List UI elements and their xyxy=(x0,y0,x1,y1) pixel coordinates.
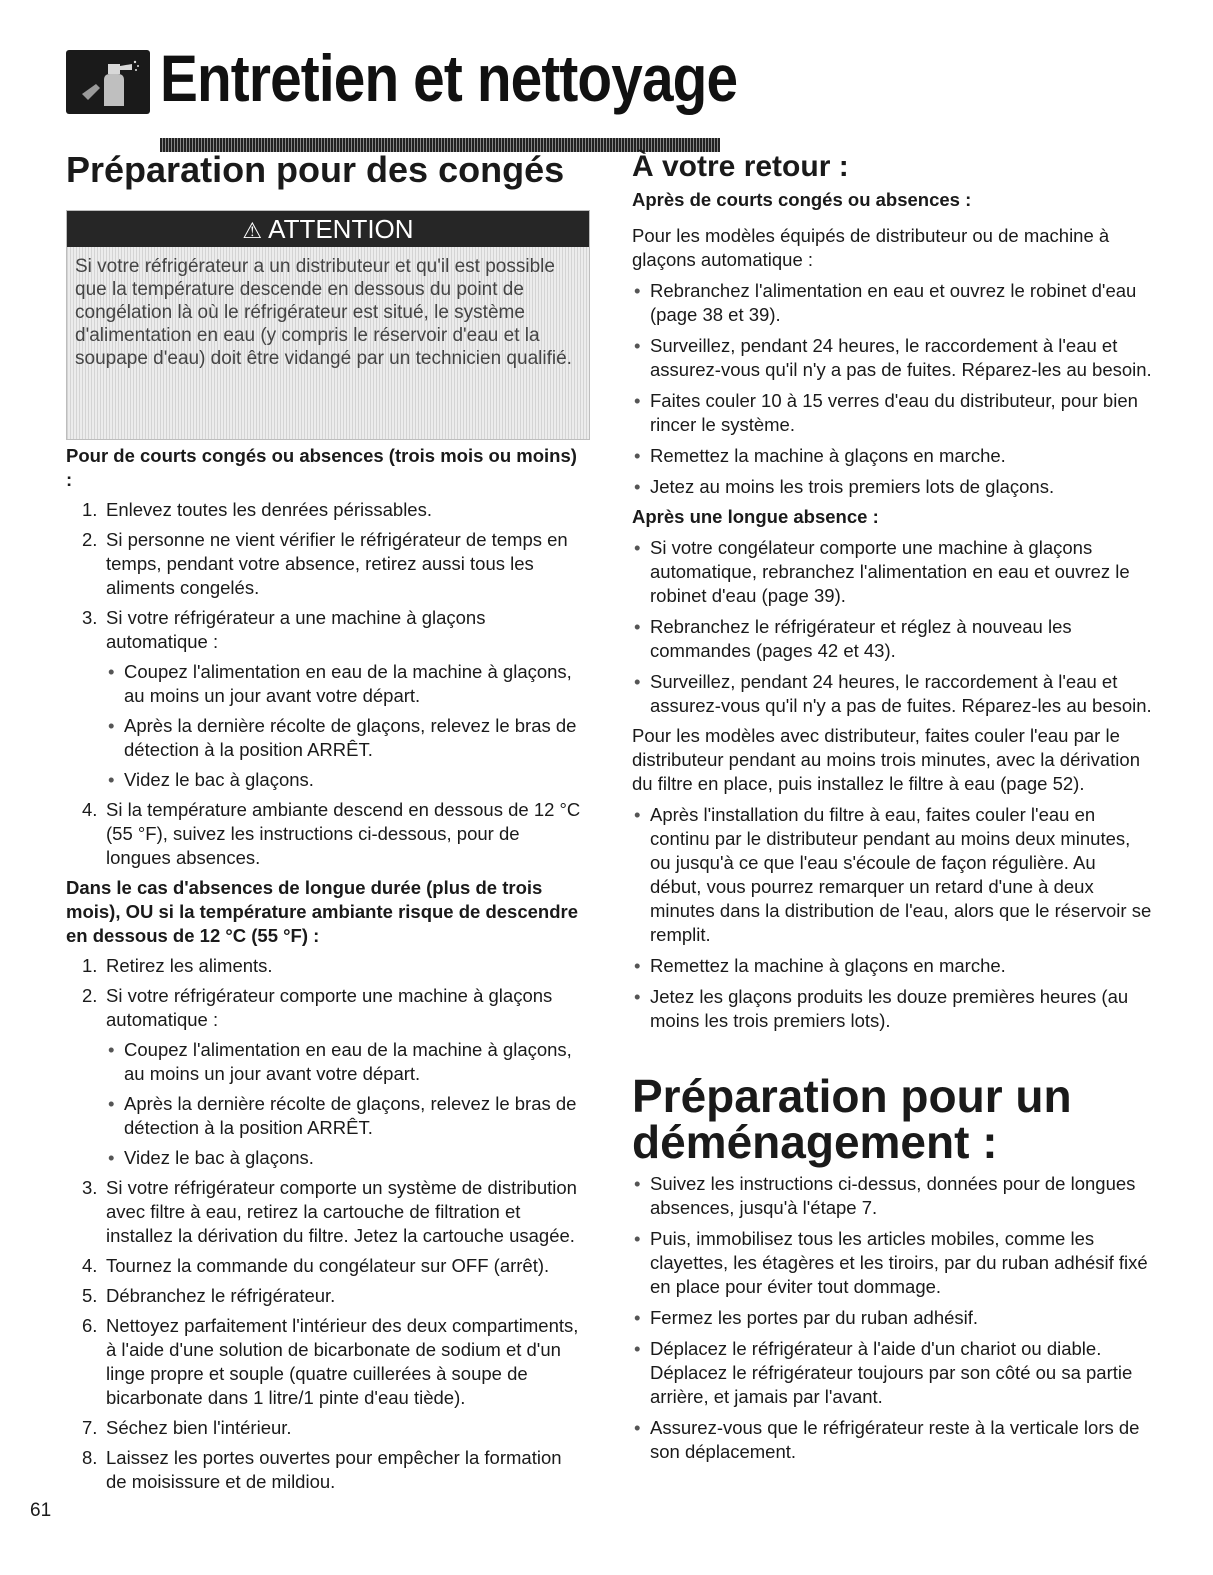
item-number: 2. xyxy=(82,529,98,550)
item-number: 4. xyxy=(82,799,98,820)
numbered-item xyxy=(66,498,586,522)
section-title-moving xyxy=(632,1070,1152,1168)
sub-bullet-item: • Videz le bac à glaçons. xyxy=(106,1146,586,1170)
warning-icon: ⚠ xyxy=(242,218,263,243)
item-number: 1. xyxy=(82,499,98,520)
item-text: Nettoyez parfaitement l'intérieur des deux compartiments, à l'aide d'une solution de bicarbonate de sodium et d'un linge propre et souple (quatre cuillerées à soupe de bicarbonate dans 1 litre/1 pinte d'eau tiède). xyxy=(106,1315,579,1408)
item-number: 3. xyxy=(82,1177,98,1198)
item-number: 6. xyxy=(82,1315,98,1336)
item-text: Si votre réfrigérateur a une machine à glaçons automatique : xyxy=(106,607,486,652)
bullet-item: • Jetez au moins les trois premiers lots de glaçons. xyxy=(632,475,1152,499)
page-header xyxy=(66,38,738,118)
sub-bullet-list xyxy=(106,660,586,792)
item-text: Tournez la commande du congélateur sur OFF (arrêt). xyxy=(106,1255,550,1276)
page-title: Entretien et nettoyage xyxy=(160,41,738,115)
numbered-item xyxy=(66,1176,586,1248)
moving-title-line-2: déménagement : xyxy=(632,1116,998,1168)
attention-box xyxy=(66,210,590,440)
item-text: Séchez bien l'intérieur. xyxy=(106,1417,292,1438)
bullet-item: • Assurez-vous que le réfrigérateur reste à la verticale lors de son déplacement. xyxy=(632,1416,1152,1464)
bullet-item: • Surveillez, pendant 24 heures, le raccordement à l'eau et assurez-vous qu'il n'y a pas de fuites. Réparez-les au besoin. xyxy=(632,334,1152,382)
bullet-item: • Fermez les portes par du ruban adhésif. xyxy=(632,1306,1152,1330)
item-number: 4. xyxy=(82,1255,98,1276)
moving-bullets xyxy=(632,1172,1152,1464)
item-text: Si personne ne vient vérifier le réfrigérateur de temps en temps, pendant votre absence, retirez aussi tous les aliments congelés. xyxy=(106,529,568,598)
sub-bullet-list xyxy=(106,1038,586,1170)
return-short-bullets xyxy=(632,279,1152,499)
item-text: Si la température ambiante descend en dessous de 12 °C (55 °F), suivez les instructions ci-dessous, pour de longues absences. xyxy=(106,799,581,868)
moving-title-line-1: Préparation pour un xyxy=(632,1070,1072,1122)
bullet-item: • Puis, immobilisez tous les articles mobiles, comme les clayettes, les étagères et les tiroirs, par du ruban adhésif fixé en place pour éviter tout dommage. xyxy=(632,1227,1152,1299)
section-title-return: À votre retour : xyxy=(632,150,849,183)
cleaning-spray-icon xyxy=(66,50,150,114)
left-column xyxy=(66,150,586,1494)
return-short-heading: Après de courts congés ou absences : xyxy=(632,189,972,210)
attention-text: Si votre réfrigérateur a un distributeur et qu'il est possible que la température descende en dessous du point de congélation là où le réfrigérateur est situé, le système d'alimentation en eau (y compris le réservoir d'eau et la soupape d'eau) doit être vidangé par un technicien qualifié. xyxy=(75,256,572,369)
return-long-bullets-2 xyxy=(632,803,1152,1033)
bullet-item: • Faites couler 10 à 15 verres d'eau du distributeur, pour bien rincer le système. xyxy=(632,389,1152,437)
item-number: 3. xyxy=(82,607,98,628)
bullet-item: • Jetez les glaçons produits les douze premières heures (au moins les trois premiers lots). xyxy=(632,985,1152,1033)
return-long-heading: Après une longue absence : xyxy=(632,506,879,527)
bullet-item: • Rebranchez le réfrigérateur et réglez à nouveau les commandes (pages 42 et 43). xyxy=(632,615,1152,663)
sub-bullet-item: • Après la dernière récolte de glaçons, relevez le bras de détection à la position ARRÊT. xyxy=(106,714,586,762)
numbered-item xyxy=(66,606,586,792)
short-absence-list xyxy=(66,498,586,870)
numbered-item xyxy=(66,1254,586,1278)
right-column xyxy=(632,150,1152,1464)
sub-bullet-item: • Coupez l'alimentation en eau de la machine à glaçons, au moins un jour avant votre départ. xyxy=(106,1038,586,1086)
item-number: 5. xyxy=(82,1285,98,1306)
numbered-item xyxy=(66,528,586,600)
return-long-paragraph: Pour les modèles avec distributeur, faites couler l'eau par le distributeur pendant au moins trois minutes, avec la dérivation du filtre en place, puis installez le filtre à eau (page 52). xyxy=(632,725,1140,794)
item-text: Enlevez toutes les denrées périssables. xyxy=(106,499,432,520)
item-number: 8. xyxy=(82,1447,98,1468)
bullet-item: • Déplacez le réfrigérateur à l'aide d'un chariot ou diable. Déplacez le réfrigérateur toujours par son côté ou sa partie arrière, et jamais par l'avant. xyxy=(632,1337,1152,1409)
section-title-holidays: Préparation pour des congés xyxy=(66,149,565,190)
bullet-item: • Remettez la machine à glaçons en marche. xyxy=(632,954,1152,978)
item-text: Laissez les portes ouvertes pour empêcher la formation de moisissure et de mildiou. xyxy=(106,1447,562,1492)
sub-bullet-item: • Videz le bac à glaçons. xyxy=(106,768,586,792)
item-text: Si votre réfrigérateur comporte un système de distribution avec filtre à eau, retirez la cartouche de filtration et installez la dérivation du filtre. Jetez la cartouche usagée. xyxy=(106,1177,577,1246)
numbered-item xyxy=(66,954,586,978)
numbered-item xyxy=(66,1416,586,1440)
sub-bullet-item: • Coupez l'alimentation en eau de la machine à glaçons, au moins un jour avant votre départ. xyxy=(106,660,586,708)
item-text: Débranchez le réfrigérateur. xyxy=(106,1285,336,1306)
attention-label: ATTENTION xyxy=(268,214,414,244)
long-absence-list xyxy=(66,954,586,1494)
sub-bullet-item: • Après la dernière récolte de glaçons, relevez le bras de détection à la position ARRÊT. xyxy=(106,1092,586,1140)
numbered-item xyxy=(66,984,586,1170)
item-text: Retirez les aliments. xyxy=(106,955,273,976)
long-absence-heading: Dans le cas d'absences de longue durée (plus de trois mois), OU si la température ambiante risque de descendre en dessous de 12 °C (55 °F) : xyxy=(66,877,579,946)
return-short-intro: Pour les modèles équipés de distributeur ou de machine à glaçons automatique : xyxy=(632,225,1110,270)
return-long-bullets xyxy=(632,536,1152,718)
bullet-item: • Remettez la machine à glaçons en marche. xyxy=(632,444,1152,468)
numbered-item xyxy=(66,1284,586,1308)
item-text: Si votre réfrigérateur comporte une machine à glaçons automatique : xyxy=(106,985,553,1030)
item-number: 2. xyxy=(82,985,98,1006)
bullet-item: • Surveillez, pendant 24 heures, le raccordement à l'eau et assurez-vous qu'il n'y a pas de fuites. Réparez-les au besoin. xyxy=(632,670,1152,718)
bullet-item: • Suivez les instructions ci-dessus, données pour de longues absences, jusqu'à l'étape 7. xyxy=(632,1172,1152,1220)
bullet-item: • Si votre congélateur comporte une machine à glaçons automatique, rebranchez l'alimentation en eau et ouvrez le robinet d'eau (page 39). xyxy=(632,536,1152,608)
numbered-item xyxy=(66,1314,586,1410)
item-number: 1. xyxy=(82,955,98,976)
attention-bar xyxy=(67,211,589,247)
numbered-item xyxy=(66,798,586,870)
item-number: 7. xyxy=(82,1417,98,1438)
short-absence-heading: Pour de courts congés ou absences (trois mois ou moins) : xyxy=(66,445,577,490)
bullet-item: • Après l'installation du filtre à eau, faites couler l'eau en continu par le distributeur pendant au moins deux minutes, ou jusqu'à ce que l'eau s'écoule de façon régulière. Au début, vous pourrez remarquer un retard d'une à deux minutes dans la distribution de l'eau, alors que le réservoir se remplit. xyxy=(632,803,1152,947)
page-number: 61 xyxy=(30,1500,52,1521)
numbered-item xyxy=(66,1446,586,1494)
bullet-item: • Rebranchez l'alimentation en eau et ouvrez le robinet d'eau (page 38 et 39). xyxy=(632,279,1152,327)
